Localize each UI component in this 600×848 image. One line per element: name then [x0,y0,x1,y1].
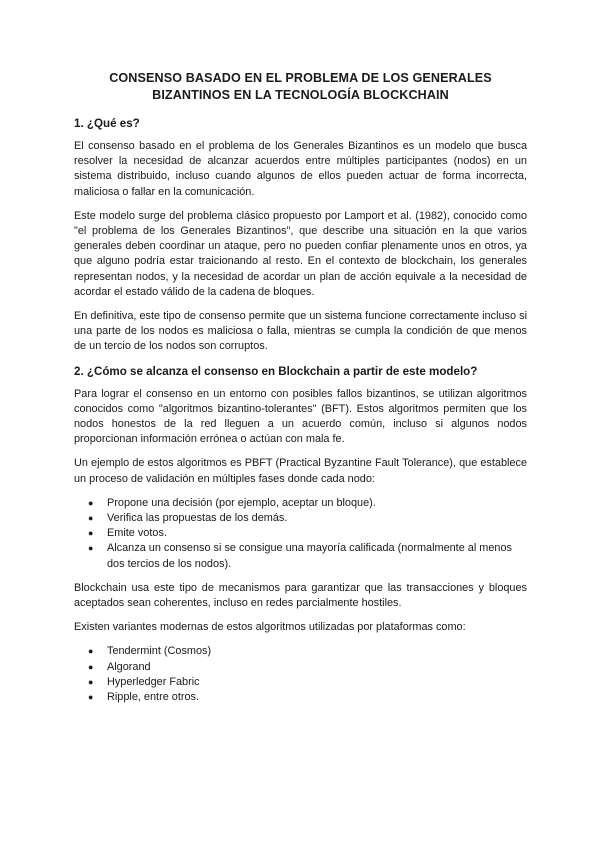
list-item: ● Alcanza un consenso si se consigue una mayoría calificada (normalmente al menos dos tercios de los nodos). [88,542,512,570]
paragraph: En definitiva, este tipo de consenso permite que un sistema funcione correctamente incluso si una parte de los nodos es maliciosa o falla, mientras se cumpla la condición de que menos de un tercio de los nodos son corruptos. [74,310,527,353]
bullet-icon: ● [88,497,94,508]
list-item: ● Propone una decisión (por ejemplo, aceptar un bloque). [107,496,527,511]
platforms-list [74,644,527,705]
bullet-icon: ● [88,676,94,687]
list-item: ● Verifica las propuestas de los demás. [107,511,527,526]
list-item: ● Tendermint (Cosmos) [107,644,527,659]
bullet-icon: ● [88,692,94,703]
list-item: ● Emite votos. [107,526,527,541]
list-item: ● Hyperledger Fabric [107,675,527,690]
paragraph: El consenso basado en el problema de los Generales Bizantinos es un modelo que busca resolver la necesidad de alcanzar acuerdos entre múltiples participantes (nodos) en un sistema distribuido, incluso cuando algunos de ellos pueden actuar de forma incorrecta, maliciosa o fallar en la comunicación. [74,140,527,198]
pbft-steps-list [74,496,527,572]
paragraph: Un ejemplo de estos algoritmos es PBFT (Practical Byzantine Fault Tolerance), que establece un proceso de validación en múltiples fases donde cada nodo: [74,457,527,485]
document-page [74,70,527,714]
paragraph: Blockchain usa este tipo de mecanismos para garantizar que las transacciones y bloques aceptados sean coherentes, incluso en redes parcialmente hostiles. [74,581,527,610]
bullet-icon: ● [88,528,94,539]
section-heading-1: 1. ¿Qué es? [74,117,140,130]
paragraph: Para lograr el consenso en un entorno con posibles fallos bizantinos, se utilizan algoritmos conocidos como "algoritmos bizantino-tolerantes" (BFT). Estos algoritmos permiten que los nodos honestos de la red lleguen a un acuerdo común, incluso si algunos nodos proporcionan información errónea o actúan con mala fe. [74,387,527,446]
bullet-icon: ● [88,646,94,657]
paragraph: Este modelo surge del problema clásico propuesto por Lamport et al. (1982), conocido como "el problema de los Generales Bizantinos", que describe una situación en la que varios generales deben coordinar un ataque, pero no pueden confiar plenamente unos en otros, ya que alguno podría estar traicionando al resto. En el contexto de blockchain, los generales representan nodos, y la necesidad de acordar un plan de acción equivale a la necesidad de acordar el estado válido de la cadena de bloques. [74,209,527,298]
bullet-icon: ● [88,543,94,554]
bullet-icon: ● [88,661,94,672]
section-heading-2: 2. ¿Cómo se alcanza el consenso en Blockchain a partir de este modelo? [74,364,478,378]
list-item: ● Algorand [107,660,527,675]
bullet-icon: ● [88,513,94,524]
paragraph: Existen variantes modernas de estos algoritmos utilizadas por plataformas como: [74,621,466,634]
document-title: CONSENSO BASADO EN EL PROBLEMA DE LOS GENERALES BIZANTINOS EN LA TECNOLOGÍA BLOCKCHAIN [109,71,492,102]
list-item: ● Ripple, entre otros. [107,690,527,705]
